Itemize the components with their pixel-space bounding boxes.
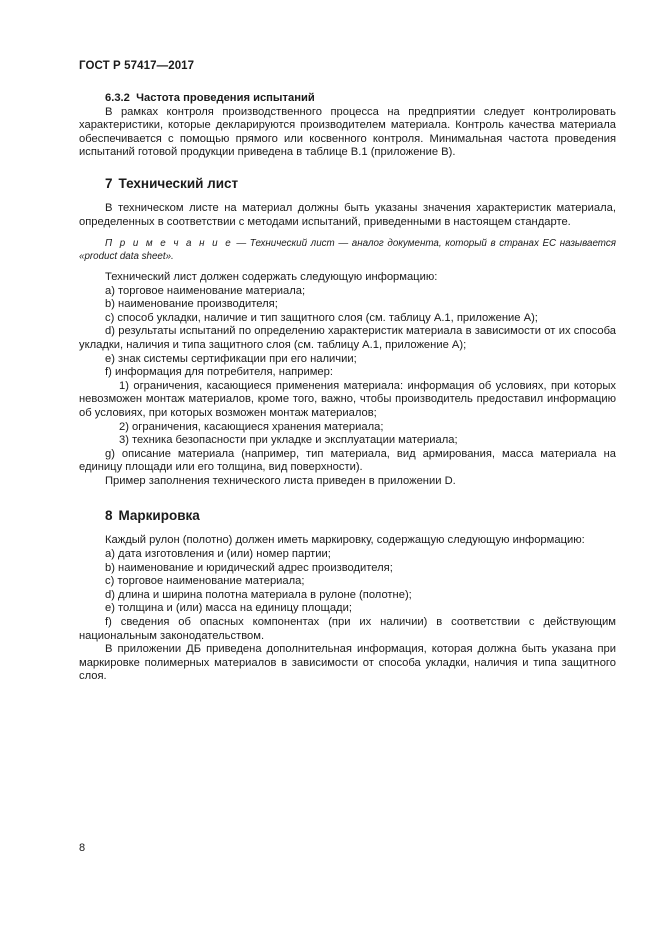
list-item-8a: a) дата изготовления и (или) номер партии; (105, 548, 331, 561)
section-heading-8 (79, 508, 616, 524)
section-number: 8 (105, 508, 113, 524)
list-item-7a: a) торговое наименование материала; (105, 284, 306, 297)
list-item-7b: b) наименование производителя; (105, 298, 278, 311)
page-body (79, 92, 616, 684)
list-item-8d: d) длина и ширина полотна материала в рулоне (полотне); (105, 588, 412, 601)
standard-header: ГОСТ Р 57417—2017 (79, 60, 195, 72)
subsection-title: Частота проведения испытаний (136, 92, 315, 104)
list-item-8b: b) наименование и юридический адрес производителя; (105, 561, 393, 574)
section-heading-7 (79, 176, 616, 192)
section-title: Маркировка (118, 508, 200, 524)
list-item-7d: d) результаты испытаний по определению характеристик материала в зависимости от их способа укладки, наличия и типа защитного слоя (см. таблицу A.1, приложение A); (79, 325, 616, 351)
list-item-8e: e) толщина и (или) масса на единицу площади; (105, 602, 352, 615)
paragraph-8-intro: Каждый рулон (полотно) должен иметь маркировку, содержащую следующую информацию: (105, 534, 585, 547)
paragraph-7-intro: В техническом листе на материал должны быть указаны значения характеристик материала, определенных в соответствии с методами испытаний, приведенными в настоящем стандарте. (79, 201, 616, 228)
note-label: П р и м е ч а н и е (105, 238, 233, 250)
list-item-8f: f) сведения об опасных компонентах (при их наличии) в соответствии с действующим национальным законодательством. (79, 616, 616, 642)
sub-item-7f-1: 1) ограничения, касающиеся применения материала: информация об условиях, при которых невозможен монтаж материалов, кроме того, важно, чтобы производитель предоставил информацию об условиях, при которых возможен монтаж материалов; (79, 379, 616, 419)
subsection-heading-6-3-2 (79, 92, 616, 106)
list-item-8c: c) торговое наименование материала; (105, 575, 305, 588)
section-title: Технический лист (118, 175, 239, 191)
section-number: 7 (105, 175, 113, 191)
list-intro-7: Технический лист должен содержать следующую информацию: (105, 270, 438, 283)
paragraph-8-closing: В приложении ДБ приведена дополнительная информация, которая должна быть указана при маркировке полимерных материалов в зависимости от способа укладки, наличия и типа защитного слоя. (79, 643, 616, 683)
list-item-7f: f) информация для потребителя, например: (105, 366, 333, 379)
page-number: 8 (79, 842, 86, 854)
note-text: — Технический лист — аналог документа, который в странах ЕС называется «product data sheet». (79, 238, 616, 262)
paragraph-6-3-2: В рамках контроля производственного процесса на предприятии следует контролировать характеристики, которые декларируются производителем материала. Контроль качества материала обеспечивается с помощью прямого или косвенного контроля. Минимальная частота проведения испытаний готовой продукции приведена в таблице B.1 (приложение B). (79, 105, 616, 159)
subsection-number: 6.3.2 (105, 92, 130, 104)
sub-item-7f-2: 2) ограничения, касающиеся хранения материала; (119, 420, 384, 433)
list-item-7e: e) знак системы сертификации при его наличии; (105, 352, 357, 365)
sub-item-7f-3: 3) техника безопасности при укладке и эксплуатации материала; (119, 434, 458, 447)
note (79, 238, 616, 263)
list-item-7g: g) описание материала (например, тип материала, вид армирования, масса материала на единицу площади или его толщина, вид поверхности). (79, 447, 616, 474)
list-item-7c: c) способ укладки, наличие и тип защитного слоя (см. таблицу A.1, приложение A); (105, 311, 538, 324)
example-reference: Пример заполнения технического листа приведен в приложении D. (105, 474, 456, 487)
